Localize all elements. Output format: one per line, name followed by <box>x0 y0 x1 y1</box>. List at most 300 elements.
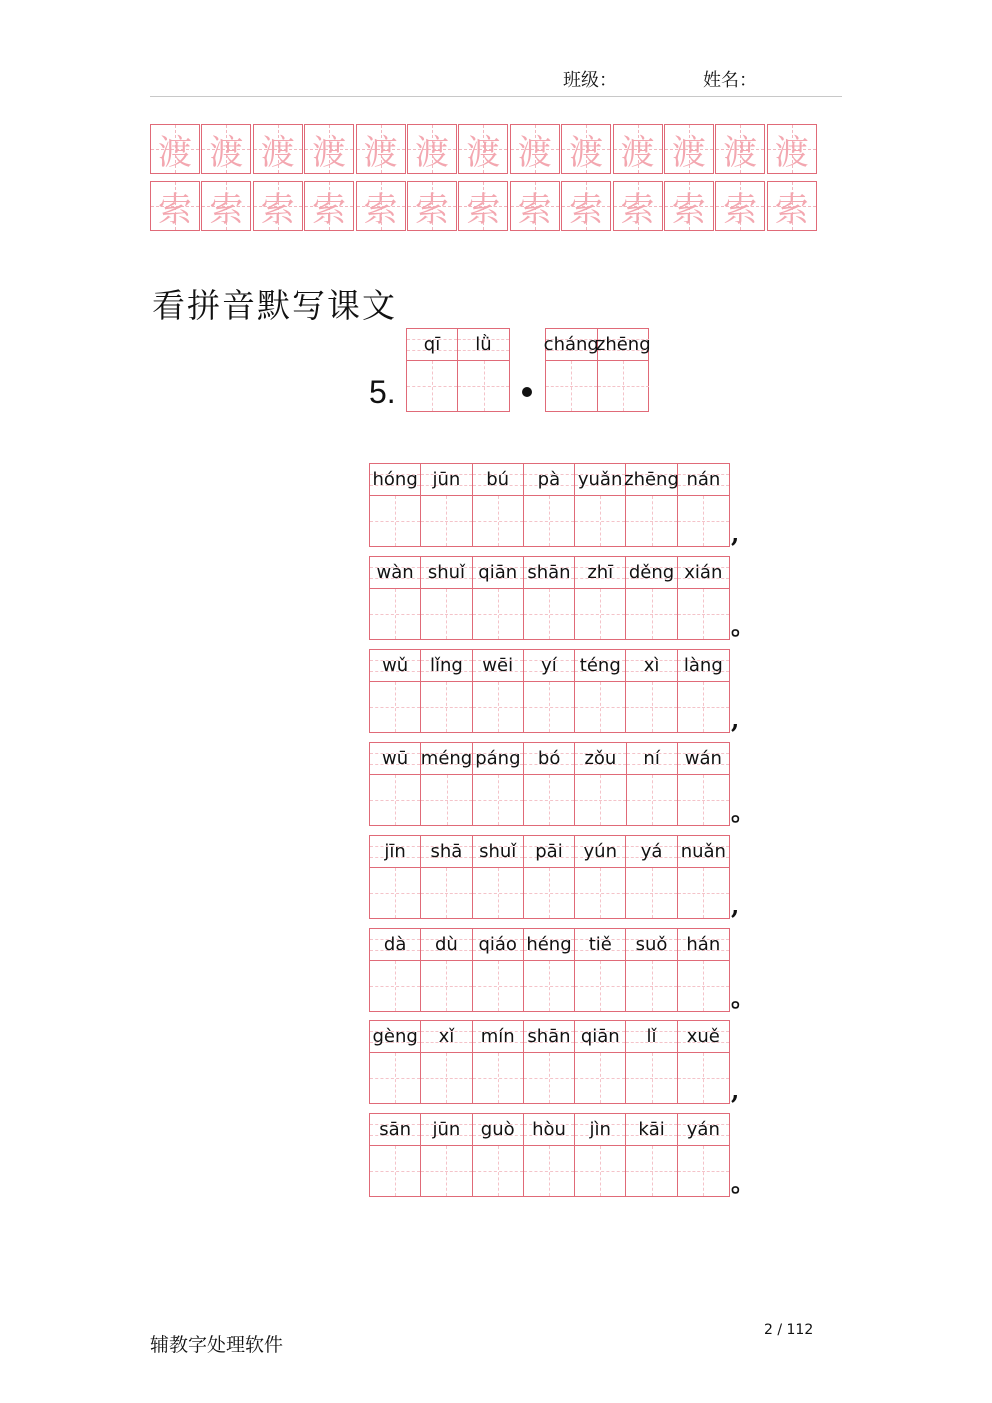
line-grid <box>369 742 730 826</box>
pinyin-text: qī <box>423 334 441 355</box>
grid-column <box>626 929 677 1011</box>
practice-cell <box>150 124 200 174</box>
grid-column <box>678 929 729 1011</box>
writing-cell[interactable] <box>678 961 729 1011</box>
pinyin-cell <box>370 650 420 682</box>
lesson-number: 5. <box>369 374 396 410</box>
pinyin-cell <box>575 464 625 496</box>
pinyin-text: zhēng <box>624 469 679 490</box>
practice-char: 索 <box>158 189 192 230</box>
writing-cell[interactable] <box>524 1146 574 1196</box>
practice-char: 渡 <box>774 132 809 173</box>
grid-column <box>678 836 729 918</box>
pinyin-cell <box>595 329 651 361</box>
pinyin-cell <box>370 557 420 589</box>
pinyin-text: shuǐ <box>427 561 466 583</box>
grid-column <box>626 1021 677 1103</box>
practice-cell <box>407 124 457 174</box>
pinyin-cell <box>524 929 574 961</box>
pinyin-cell <box>421 929 471 961</box>
writing-cell[interactable] <box>370 775 420 825</box>
writing-cell[interactable] <box>626 682 676 732</box>
line-punctuation: , <box>731 890 740 920</box>
writing-cell[interactable] <box>626 868 676 918</box>
practice-cell <box>356 181 406 231</box>
writing-cell[interactable] <box>626 589 676 639</box>
pinyin-cell <box>627 743 677 775</box>
pinyin-text: dà <box>383 933 407 955</box>
practice-char: 索 <box>620 189 655 230</box>
pinyin-text: xǐ <box>438 1026 455 1048</box>
pinyin-cell <box>421 464 471 496</box>
practice-cell <box>201 124 251 174</box>
line-grid <box>369 928 730 1012</box>
grid-column <box>678 557 729 639</box>
grid-column <box>421 557 472 639</box>
name-label: 姓名： <box>703 70 757 91</box>
grid-column <box>575 650 626 732</box>
grid-column <box>595 329 651 411</box>
writing-cell[interactable] <box>421 775 472 825</box>
writing-cell[interactable] <box>524 1053 574 1103</box>
writing-cell[interactable] <box>473 868 523 918</box>
pinyin-text: kāi <box>638 1119 665 1141</box>
pinyin-cell <box>370 464 420 496</box>
grid-column <box>473 1021 524 1103</box>
writing-cell[interactable] <box>575 589 625 639</box>
practice-cell <box>715 124 765 174</box>
header-rule <box>150 96 842 97</box>
writing-cell[interactable] <box>524 589 574 639</box>
pinyin-cell <box>421 650 471 682</box>
pinyin-cell <box>473 650 523 682</box>
practice-cell <box>561 181 611 231</box>
pinyin-cell <box>678 743 729 775</box>
pinyin-text: méng <box>420 747 473 769</box>
writing-cell[interactable] <box>370 589 420 639</box>
pinyin-text: ní <box>643 747 660 769</box>
practice-cell <box>458 181 508 231</box>
pinyin-text: qiān <box>478 561 518 583</box>
pinyin-cell <box>626 557 676 589</box>
pinyin-cell <box>524 464 574 496</box>
pinyin-text: wǔ <box>382 654 409 676</box>
practice-row-2 <box>150 181 818 231</box>
writing-cell[interactable] <box>678 1146 729 1196</box>
practice-row-1 <box>150 124 818 174</box>
grid-column <box>627 743 678 825</box>
writing-cell[interactable] <box>678 775 729 825</box>
practice-char: 渡 <box>158 132 192 173</box>
grid-column <box>524 464 575 546</box>
writing-cell[interactable] <box>407 361 457 411</box>
grid-column <box>678 743 729 825</box>
writing-cell[interactable] <box>370 868 420 918</box>
practice-cell <box>613 181 663 231</box>
practice-cell <box>767 181 817 231</box>
pinyin-text: wán <box>684 747 722 769</box>
pinyin-cell <box>678 1114 729 1146</box>
pinyin-text: yí <box>541 654 557 676</box>
pinyin-cell <box>524 557 574 589</box>
pinyin-text: shān <box>527 561 571 583</box>
grid-column <box>626 650 677 732</box>
grid-column <box>473 929 524 1011</box>
pinyin-text: xuě <box>686 1026 720 1048</box>
pinyin-text: bú <box>486 469 510 490</box>
grid-column <box>473 464 524 546</box>
pinyin-text: mín <box>480 1026 515 1048</box>
writing-cell[interactable] <box>421 1146 471 1196</box>
writing-cell[interactable] <box>421 961 471 1011</box>
pinyin-text: wàn <box>376 561 414 583</box>
writing-cell[interactable] <box>627 775 677 825</box>
pinyin-text: pāi <box>535 840 563 862</box>
pinyin-cell <box>458 329 509 361</box>
grid-column <box>524 929 575 1011</box>
grid-column <box>524 1021 575 1103</box>
writing-cell[interactable] <box>524 775 574 825</box>
writing-cell[interactable] <box>575 1053 625 1103</box>
practice-char: 索 <box>312 189 347 230</box>
pinyin-cell <box>626 464 677 496</box>
pinyin-text: téng <box>579 654 621 676</box>
class-label: 班级： <box>563 70 617 91</box>
pinyin-cell <box>678 1021 729 1053</box>
line-punctuation: 。 <box>731 610 755 640</box>
grid-column <box>575 1114 626 1196</box>
grid-column <box>678 464 729 546</box>
pinyin-cell <box>421 743 472 775</box>
practice-cell <box>510 181 560 231</box>
pinyin-cell <box>524 1114 574 1146</box>
pinyin-cell <box>370 836 420 868</box>
writing-cell[interactable] <box>473 496 523 546</box>
line-grid <box>369 1113 730 1197</box>
writing-cell[interactable] <box>524 682 574 732</box>
pinyin-text: hóng <box>372 469 418 490</box>
writing-cell[interactable] <box>473 1053 523 1103</box>
pinyin-text: shān <box>527 1026 571 1048</box>
pinyin-cell <box>473 743 523 775</box>
line-grid <box>369 556 730 640</box>
line-punctuation: , <box>731 1076 740 1106</box>
practice-char: 索 <box>774 189 809 230</box>
practice-char: 索 <box>414 189 449 230</box>
practice-cell <box>767 124 817 174</box>
pinyin-text: páng <box>475 747 521 769</box>
writing-cell[interactable] <box>473 775 523 825</box>
writing-cell[interactable] <box>575 961 625 1011</box>
pinyin-cell <box>473 929 523 961</box>
practice-cell <box>561 124 611 174</box>
practice-char: 渡 <box>569 132 604 173</box>
writing-cell[interactable] <box>421 682 471 732</box>
practice-char: 索 <box>517 189 552 230</box>
grid-column <box>575 464 626 546</box>
lesson-title-grid-right <box>545 328 649 412</box>
writing-cell[interactable] <box>473 961 523 1011</box>
pinyin-text: shā <box>430 840 463 862</box>
writing-cell[interactable] <box>370 961 420 1011</box>
pinyin-text: yuǎn <box>577 469 623 490</box>
practice-char: 渡 <box>312 132 347 173</box>
grid-column <box>421 1021 472 1103</box>
pinyin-text: lǜ <box>475 334 492 355</box>
pinyin-text: jìn <box>589 1119 611 1141</box>
pinyin-cell <box>370 1114 420 1146</box>
grid-column <box>678 650 729 732</box>
writing-cell[interactable] <box>546 361 597 411</box>
practice-cell <box>356 124 406 174</box>
practice-cell <box>201 181 251 231</box>
grid-column <box>678 1114 729 1196</box>
pinyin-text: tiě <box>588 933 612 955</box>
pinyin-text: yán <box>686 1119 720 1141</box>
grid-column <box>626 1114 677 1196</box>
pinyin-text: děng <box>628 561 675 583</box>
grid-column <box>370 1021 421 1103</box>
grid-column <box>421 929 472 1011</box>
pinyin-cell <box>524 1021 574 1053</box>
grid-column <box>473 743 524 825</box>
writing-cell[interactable] <box>678 682 729 732</box>
practice-char: 渡 <box>260 132 295 173</box>
writing-cell[interactable] <box>575 496 625 546</box>
pinyin-cell <box>370 1021 420 1053</box>
pinyin-text: làng <box>683 654 723 676</box>
pinyin-cell <box>678 929 729 961</box>
practice-char: 索 <box>671 189 706 230</box>
pinyin-text: sān <box>379 1119 412 1141</box>
practice-cell <box>613 124 663 174</box>
pinyin-text: zhēng <box>595 334 651 355</box>
grid-column <box>370 836 421 918</box>
writing-cell[interactable] <box>421 868 471 918</box>
writing-cell[interactable] <box>370 496 420 546</box>
grid-column <box>524 557 575 639</box>
pinyin-cell <box>473 1114 523 1146</box>
pinyin-text: nán <box>686 469 721 490</box>
grid-column <box>524 650 575 732</box>
practice-char: 索 <box>466 189 501 230</box>
writing-cell[interactable] <box>678 868 729 918</box>
writing-cell[interactable] <box>524 868 574 918</box>
writing-cell[interactable] <box>370 1146 420 1196</box>
practice-char: 渡 <box>517 132 552 173</box>
pinyin-cell <box>575 743 625 775</box>
pinyin-cell <box>421 1021 471 1053</box>
pinyin-cell <box>575 929 625 961</box>
line-punctuation: 。 <box>731 796 755 826</box>
pinyin-text: jūn <box>432 1119 461 1141</box>
pinyin-cell <box>678 650 729 682</box>
pinyin-cell <box>473 557 523 589</box>
writing-cell[interactable] <box>626 961 676 1011</box>
pinyin-cell <box>370 929 420 961</box>
pinyin-cell <box>473 836 523 868</box>
writing-cell[interactable] <box>524 961 574 1011</box>
pinyin-text: wū <box>382 747 409 769</box>
line-grid <box>369 835 730 919</box>
pinyin-cell <box>473 464 523 496</box>
grid-column <box>473 1114 524 1196</box>
practice-char: 渡 <box>620 132 655 173</box>
practice-char: 渡 <box>723 132 758 173</box>
grid-column <box>370 464 421 546</box>
practice-char: 索 <box>209 189 244 230</box>
grid-column <box>524 743 575 825</box>
practice-cell <box>664 124 714 174</box>
writing-cell[interactable] <box>678 589 729 639</box>
pinyin-cell <box>626 650 676 682</box>
writing-cell[interactable] <box>626 1053 676 1103</box>
title-separator-dot <box>522 387 532 397</box>
practice-cell <box>304 124 354 174</box>
pinyin-text: qiān <box>580 1026 620 1048</box>
pinyin-text: xì <box>643 654 660 676</box>
pinyin-text: gèng <box>372 1026 418 1048</box>
writing-cell[interactable] <box>575 1146 625 1196</box>
grid-column <box>421 836 472 918</box>
pinyin-text: cháng <box>543 334 599 355</box>
grid-column <box>626 464 678 546</box>
writing-cell[interactable] <box>626 496 677 546</box>
line-punctuation: 。 <box>731 982 755 1012</box>
page-number: 2 / 112 <box>764 1322 814 1338</box>
pinyin-text: dù <box>435 933 458 955</box>
grid-column <box>626 557 677 639</box>
pinyin-cell <box>575 557 625 589</box>
writing-cell[interactable] <box>678 496 729 546</box>
pinyin-text: zhī <box>587 561 614 583</box>
writing-cell[interactable] <box>524 496 574 546</box>
pinyin-cell <box>421 1114 471 1146</box>
pinyin-cell <box>678 557 729 589</box>
pinyin-text: jūn <box>432 469 461 490</box>
writing-cell[interactable] <box>598 361 650 411</box>
grid-column <box>458 329 509 411</box>
pinyin-cell <box>575 1021 625 1053</box>
practice-cell <box>715 181 765 231</box>
practice-cell <box>510 124 560 174</box>
pinyin-text: nuǎn <box>680 840 726 862</box>
line-grid <box>369 463 730 547</box>
section-title: 看拼音默写课文 <box>152 286 397 325</box>
pinyin-cell <box>575 836 625 868</box>
grid-column <box>575 836 626 918</box>
writing-cell[interactable] <box>575 682 625 732</box>
grid-column <box>543 329 599 411</box>
writing-cell[interactable] <box>473 1146 523 1196</box>
grid-column <box>524 836 575 918</box>
practice-cell <box>458 124 508 174</box>
pinyin-cell <box>626 836 676 868</box>
pinyin-text: jīn <box>384 840 406 862</box>
practice-cell <box>304 181 354 231</box>
pinyin-cell <box>421 836 471 868</box>
practice-char: 索 <box>363 189 398 230</box>
practice-cell <box>150 181 200 231</box>
pinyin-cell <box>473 1021 523 1053</box>
pinyin-cell <box>678 464 729 496</box>
writing-cell[interactable] <box>370 1053 420 1103</box>
practice-char: 渡 <box>363 132 398 173</box>
writing-cell[interactable] <box>626 1146 676 1196</box>
pinyin-cell <box>524 650 574 682</box>
line-grid <box>369 1020 730 1104</box>
pinyin-cell <box>626 1114 676 1146</box>
practice-char: 渡 <box>671 132 706 173</box>
pinyin-text: suǒ <box>635 933 668 955</box>
pinyin-text: shuǐ <box>479 840 517 862</box>
grid-column <box>575 1021 626 1103</box>
grid-column <box>421 464 472 546</box>
grid-column <box>575 557 626 639</box>
line-grid <box>369 649 730 733</box>
grid-column <box>473 836 524 918</box>
pinyin-text: lǐng <box>430 654 463 676</box>
grid-column <box>473 557 524 639</box>
pinyin-cell <box>543 329 599 361</box>
practice-cell <box>253 124 303 174</box>
writing-cell[interactable] <box>421 496 471 546</box>
writing-cell[interactable] <box>421 589 471 639</box>
pinyin-text: hán <box>686 933 721 955</box>
pinyin-text: wēi <box>482 654 514 676</box>
practice-char: 渡 <box>414 132 449 173</box>
writing-cell[interactable] <box>575 775 625 825</box>
pinyin-text: lǐ <box>646 1026 657 1048</box>
grid-column <box>370 743 421 825</box>
pinyin-text: hòu <box>532 1119 566 1141</box>
pinyin-text: zǒu <box>584 747 617 769</box>
pinyin-cell <box>626 929 676 961</box>
writing-cell[interactable] <box>678 1053 729 1103</box>
grid-column <box>473 650 524 732</box>
writing-cell[interactable] <box>473 682 523 732</box>
grid-column <box>370 557 421 639</box>
grid-column <box>575 929 626 1011</box>
line-punctuation: , <box>731 519 740 548</box>
pinyin-cell <box>421 557 471 589</box>
pinyin-cell <box>407 329 457 361</box>
writing-cell[interactable] <box>575 868 625 918</box>
practice-char: 索 <box>569 189 604 230</box>
pinyin-cell <box>678 836 729 868</box>
pinyin-text: xián <box>684 561 723 583</box>
pinyin-cell <box>370 743 420 775</box>
pinyin-text: guò <box>480 1119 515 1141</box>
writing-cell[interactable] <box>421 1053 471 1103</box>
writing-cell[interactable] <box>458 361 509 411</box>
writing-cell[interactable] <box>473 589 523 639</box>
pinyin-text: yún <box>583 840 617 862</box>
writing-cell[interactable] <box>370 682 420 732</box>
pinyin-text: qiáo <box>478 933 517 955</box>
pinyin-text: bó <box>537 747 561 769</box>
grid-column <box>421 1114 472 1196</box>
pinyin-cell <box>626 1021 676 1053</box>
pinyin-cell <box>524 743 574 775</box>
pinyin-text: pà <box>537 469 561 490</box>
grid-column <box>421 650 472 732</box>
practice-char: 渡 <box>209 132 244 173</box>
grid-column <box>370 650 421 732</box>
grid-column <box>370 929 421 1011</box>
footer-software-name: 辅教字处理软件 <box>150 1334 284 1356</box>
pinyin-cell <box>524 836 574 868</box>
